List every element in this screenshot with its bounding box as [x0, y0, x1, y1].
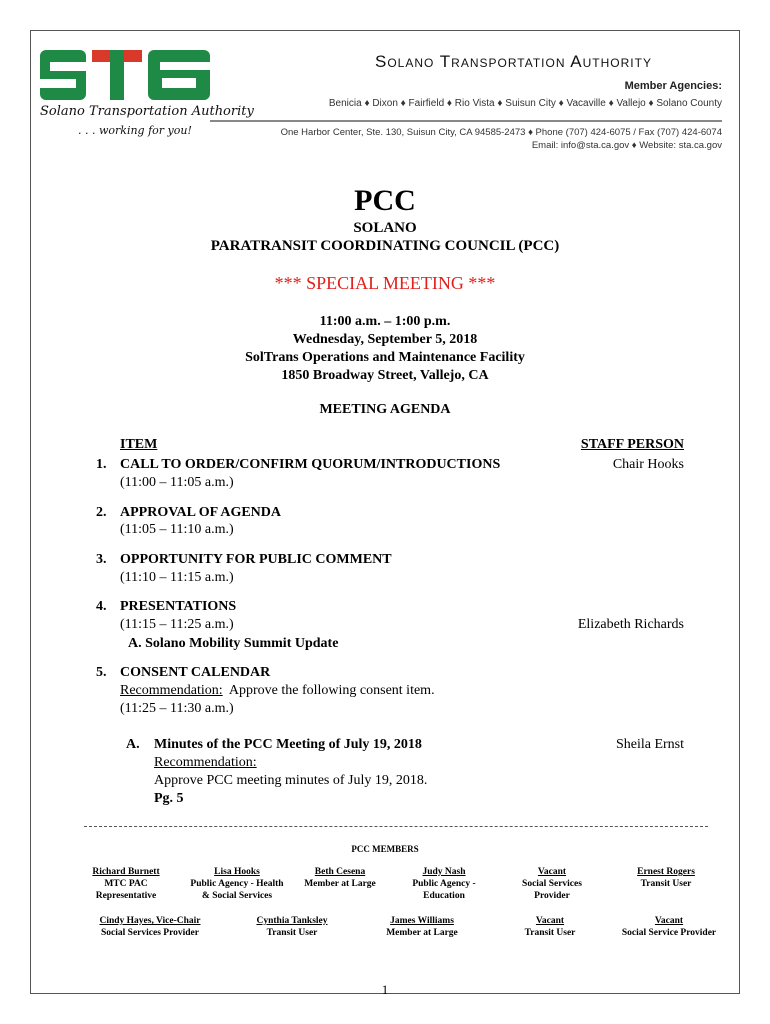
- sta-logo: [40, 50, 210, 100]
- member-entry: [372, 915, 472, 939]
- agenda-item-number: 4.: [96, 599, 107, 614]
- agenda-heading: MEETING AGENDA: [319, 402, 451, 417]
- member-name: Beth Cesena: [314, 867, 366, 877]
- member-role: Transit User: [640, 879, 692, 889]
- member-name: Lisa Hooks: [214, 867, 260, 877]
- member-name: James Williams: [390, 916, 454, 926]
- member-role: Public Agency -: [412, 879, 476, 889]
- council-line-1: SOLANO: [353, 220, 417, 236]
- agenda-subitem-title: A. Solano Mobility Summit Update: [128, 636, 339, 651]
- special-meeting-banner: *** SPECIAL MEETING ***: [274, 273, 496, 293]
- member-role: & Social Services: [201, 891, 273, 901]
- member-role: Transit User: [266, 928, 318, 938]
- agenda-item-staff: Elizabeth Richards: [577, 617, 684, 632]
- member-name: Cynthia Tanksley: [256, 916, 328, 926]
- item-column-header: ITEM: [120, 437, 158, 452]
- contact-address: One Harbor Center, Ste. 130, Suisun City, CA 94585-2473 ♦ Phone (707) 424-6075 / Fax (707) 424-6074: [280, 127, 722, 138]
- member-name: Vacant: [654, 916, 684, 926]
- agenda-item-number: 3.: [96, 552, 107, 567]
- logo-subtitle: Solano Transportation Authority: [40, 104, 254, 119]
- member-role: Member at Large: [304, 879, 376, 889]
- recommendation-label: Recommendation:: [120, 683, 223, 698]
- member-entry: [506, 866, 598, 902]
- member-entry: [182, 866, 292, 902]
- header-divider: [210, 120, 722, 122]
- meeting-date: Wednesday, September 5, 2018: [292, 332, 478, 347]
- consent-page-ref: Pg. 5: [154, 791, 184, 806]
- agenda-item-title: APPROVAL OF AGENDA: [120, 505, 282, 520]
- consent-subitem-title: Minutes of the PCC Meeting of July 19, 2018: [154, 737, 422, 752]
- council-line-2: PARATRANSIT COORDINATING COUNCIL (PCC): [210, 238, 560, 254]
- agenda-item-time: (11:25 – 11:30 a.m.): [120, 701, 234, 716]
- recommendation-line: [120, 683, 435, 699]
- staff-column-header: STAFF PERSON: [580, 437, 684, 452]
- member-entry: [398, 866, 490, 902]
- member-entry: [84, 915, 216, 939]
- member-name: Vacant: [535, 916, 565, 926]
- contact-email-website: Email: info@sta.ca.gov ♦ Website: sta.ca.gov: [531, 140, 722, 151]
- member-role: MTC PAC: [104, 879, 148, 889]
- member-entry: [240, 915, 344, 939]
- agenda-item-title: OPPORTUNITY FOR PUBLIC COMMENT: [120, 552, 392, 567]
- agenda-item-number: 1.: [96, 457, 107, 472]
- agenda-item-time: (11:05 – 11:10 a.m.): [120, 522, 234, 537]
- agenda-item-number: 2.: [96, 505, 107, 520]
- organization-name: Solano Transportation Authority: [375, 52, 652, 71]
- agenda-item-title: CALL TO ORDER/CONFIRM QUORUM/INTRODUCTIONS: [120, 457, 501, 472]
- member-name: Judy Nash: [422, 867, 466, 877]
- member-role: Provider: [534, 891, 570, 901]
- recommendation-text: Approve the following consent item.: [222, 683, 435, 698]
- member-entry: [296, 866, 384, 890]
- meeting-address: 1850 Broadway Street, Vallejo, CA: [281, 368, 489, 383]
- agenda-item-title: PRESENTATIONS: [120, 599, 237, 614]
- member-agencies-label: Member Agencies:: [624, 80, 722, 92]
- member-role: Transit User: [524, 928, 576, 938]
- consent-subitem-letter: A.: [126, 737, 140, 752]
- member-entry: [618, 866, 714, 890]
- member-role: Education: [423, 891, 465, 901]
- agenda-item-title: CONSENT CALENDAR: [120, 665, 271, 680]
- member-role: Representative: [95, 891, 157, 901]
- member-role: Social Services: [522, 879, 582, 889]
- member-agencies-list: Benicia ♦ Dixon ♦ Fairfield ♦ Rio Vista ♦ Suisun City ♦ Vacaville ♦ Vallejo ♦ Solano County: [328, 98, 722, 109]
- agenda-item-number: 5.: [96, 665, 107, 680]
- member-name: Vacant: [537, 867, 567, 877]
- agenda-item-time: (11:15 – 11:25 a.m.): [120, 617, 234, 632]
- meeting-time: 11:00 a.m. – 1:00 p.m.: [319, 314, 451, 329]
- agenda-item-staff: Chair Hooks: [612, 457, 684, 472]
- members-divider: [84, 826, 708, 827]
- page-number: 1: [381, 982, 389, 997]
- member-entry: [612, 915, 726, 939]
- member-name: Richard Burnett: [92, 867, 160, 877]
- member-name: Cindy Hayes, Vice-Chair: [99, 916, 201, 926]
- member-name: Ernest Rogers: [637, 867, 695, 877]
- agenda-item-time: (11:10 – 11:15 a.m.): [120, 570, 234, 585]
- member-role: Social Service Provider: [621, 928, 717, 938]
- member-entry: [78, 866, 174, 902]
- document-acronym: PCC: [354, 184, 416, 217]
- member-role: Member at Large: [386, 928, 458, 938]
- agenda-item-staff: Sheila Ernst: [615, 737, 684, 752]
- members-heading: PCC MEMBERS: [351, 844, 419, 854]
- meeting-location: SolTrans Operations and Maintenance Facility: [245, 350, 525, 365]
- agenda-item-time: (11:00 – 11:05 a.m.): [120, 475, 234, 490]
- consent-recommendation-text: Approve PCC meeting minutes of July 19, 2018.: [154, 773, 428, 788]
- consent-recommendation-label: Recommendation:: [154, 755, 257, 770]
- member-role: Social Services Provider: [101, 928, 199, 938]
- logo-tagline: . . . working for you!: [78, 124, 192, 137]
- member-role: Public Agency - Health: [190, 879, 284, 889]
- member-entry: [506, 915, 594, 939]
